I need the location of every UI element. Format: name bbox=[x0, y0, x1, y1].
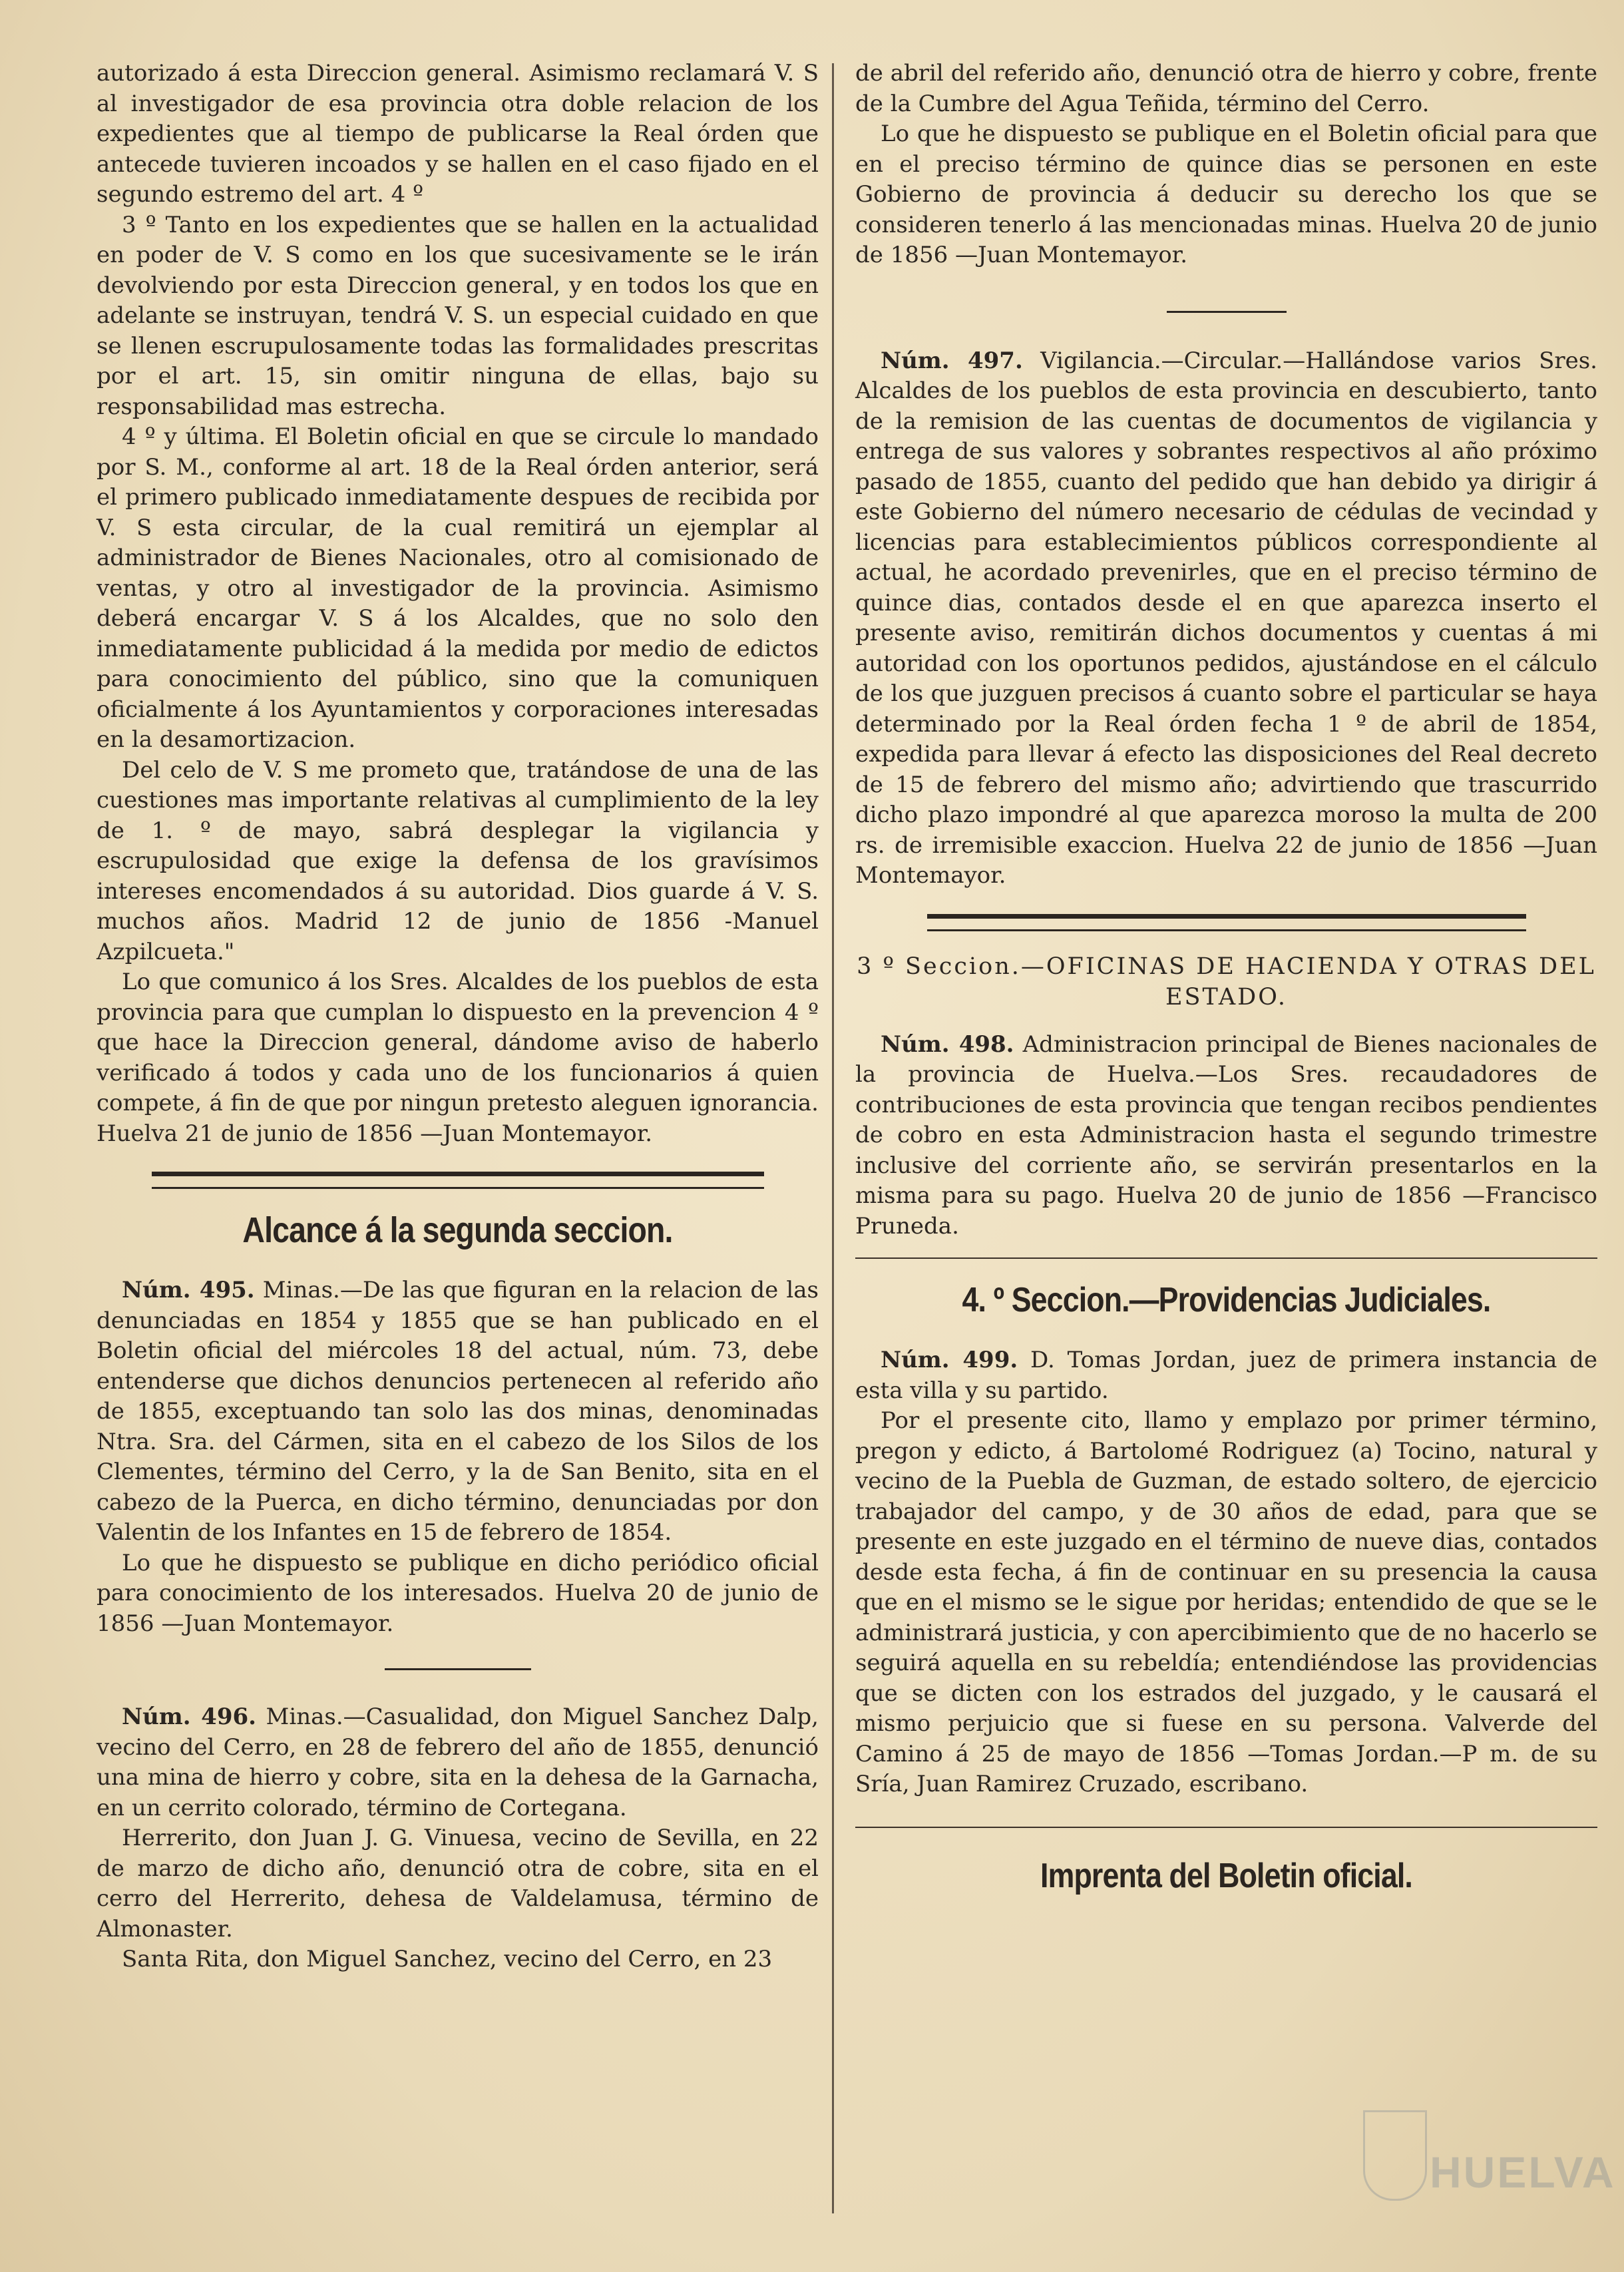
watermark-stamp bbox=[1363, 2110, 1616, 2217]
notice-499 bbox=[855, 1345, 1597, 1406]
notice-number: Núm. 499. bbox=[881, 1347, 1018, 1373]
notice-number: Núm. 495. bbox=[122, 1277, 255, 1303]
watermark-text: HUELVA bbox=[1430, 2148, 1616, 2197]
notice-text: D. Tomas Jordan, juez de primera instancia de esta villa y su partido. bbox=[855, 1347, 1597, 1404]
paragraph: 4 º y última. El Boletin oficial en que se circule lo mandado por S. M., conforme al art. 18 de la Real órden anterior, será el primero publicado inmediatamente despues de recibida por V. S esta circular, de la cual remitirá un ejemplar al administrador de Bienes Nacionales, otro al comisionado de ventas, y otro al investigador de la provincia. Asimismo deberá encargar V. S á los Alcaldes, que no solo den inmediatamente publicidad á la medida por medio de edictos para conocimiento del público, sino que la comuniquen oficialmente á los Ayuntamientos y corporaciones interesadas en la desamortizacion. bbox=[97, 423, 819, 753]
section-title: Alcance á la segunda seccion. bbox=[242, 1210, 673, 1250]
notice-text: Minas.—Casualidad, don Miguel Sanchez Dalp, vecino del Cerro, en 28 de febrero del año de 1855, denunció una mina de hierro y cobre, sita en la dehesa de la Garnacha, en un cerrito colorado, término de Cortegana. bbox=[97, 1704, 819, 1821]
column-divider bbox=[832, 63, 834, 2213]
notice-text: Administracion principal de Bienes nacionales de la provincia de Huelva.—Los Sres. recaudadores de contribuciones de esta provincia que tengan recibos pendientes de cobro en esta Administracion hasta el segundo trimestre inclusive del corriente año, se servirán presentarlos en la misma para su pago. Huelva 20 de junio de 1856 —Francisco Pruneda. bbox=[855, 1030, 1597, 1240]
imprint: Imprenta del Boletin oficial. bbox=[1040, 1856, 1412, 1895]
right-column bbox=[855, 59, 1597, 1921]
notice-number: Núm. 498. bbox=[881, 1030, 1014, 1058]
notice-497 bbox=[855, 346, 1597, 891]
notice-495 bbox=[97, 1275, 819, 1548]
paragraph: Lo que he dispuesto se publique en dicho periódico oficial para conocimiento de los interesados. Huelva 20 de junio de 1856 —Juan Montemayor. bbox=[97, 1549, 819, 1637]
section-heading: 3 º Seccion.—OFICINAS DE HACIENDA Y OTRAS DEL ESTADO. bbox=[857, 953, 1596, 1011]
notice-number: Núm. 497. bbox=[881, 347, 1023, 374]
paragraph: autorizado á esta Direccion general. Asimismo reclamará V. S al investigador de esa provincia otra doble relacion de los expedientes que al tiempo de publicarse la Real órden que antecede tuvieren incoados y se hallen en el caso fijado en el segundo estremo del art. 4 º bbox=[97, 60, 819, 208]
paragraph: Por el presente cito, llamo y emplazo por primer término, pregon y edicto, á Bartolomé Rodriguez (a) Tocino, natural y vecino de la Puebla de Guzman, de estado soltero, de ejercicio trabajador del campo, y de 30 años de edad, para que se presente en este juzgado en el término de nueve dias, contados desde esta fecha, á fin de continuar en su presencia la causa que en el mismo se le sigue por heridas; entendido de que se le administrará justicia, y con apercibimiento que de no hacerlo se seguirá aquella en su rebeldía; entendiéndose las providencias que se dicten con los estrados del juzgado, y le causará el mismo perjuicio que si fuese en su persona. Valverde del Camino á 25 de mayo de 1856 —Tomas Jordan.—P m. de su Sría, Juan Ramirez Cruzado, escribano. bbox=[855, 1407, 1597, 1797]
notice-text: Minas.—De las que figuran en la relacion de las denunciadas en 1854 y 1855 que se han publicado en el Boletin oficial del miércoles 18 del actual, núm. 73, debe entenderse que dichos denuncios pertenecen al referido año de 1855, exceptuando tan solo las dos minas, denominadas Ntra. Sra. del Cármen, sita en el cabezo de los Silos de los Clementes, término del Cerro, y la de San Benito, sita en el cabezo de la Puerca, en dicho término, denunciadas por don Valentin de los Infantes en 15 de febrero de 1854. bbox=[97, 1277, 819, 1546]
paragraph: Santa Rita, don Miguel Sanchez, vecino del Cerro, en 23 bbox=[122, 1946, 773, 1972]
separator bbox=[1167, 311, 1287, 313]
paragraph: 3 º Tanto en los expedientes que se hallen en la actualidad en poder de V. S como en los que sucesivamente se le irán devolviendo por esta Direccion general, y en todos los que en adelante se instruyan, tendrá V. S. un especial cuidado en que se llenen escrupulosamente todas las formalidades prescritas por el art. 15, sin omitir ninguna de ellas, bajo su responsabilidad mas estrecha. bbox=[97, 211, 819, 420]
double-rule bbox=[927, 914, 1526, 931]
paragraph: Lo que comunico á los Sres. Alcaldes de los pueblos de esta provincia para que cumplan lo dispuesto en la prevencion 4 º que hace la Direccion general, dándome aviso de haberlo verificado á todos y cada uno de los funcionarios á quien compete, á fin de que por ningun pretesto aleguen ignorancia. Huelva 21 de junio de 1856 —Juan Montemayor. bbox=[97, 969, 819, 1147]
paragraph: de abril del referido año, denunció otra de hierro y cobre, frente de la Cumbre del Agua Teñida, término del Cerro. bbox=[855, 60, 1597, 117]
double-rule bbox=[152, 1172, 764, 1189]
separator bbox=[855, 1827, 1597, 1828]
notice-text: Vigilancia.—Circular.—Hallándose varios Sres. Alcaldes de los pueblos de esta provincia en descubierto, tanto de la remision de las cuentas de documentos de vigilancia y entrega de sus valores y sobrantes respectivos al año próximo pasado de 1855, cuanto del pedido que han debido ya dirigir á este Gobierno del número necesario de cédulas de vecindad y licencias para establecimientos públicos correspondiente al actual, he acordado prevenirles, que en el preciso término de quince dias, contados desde el en que aparezca inserto el presente aviso, remitirán dichos documentos y cuentas á mi autoridad con los oportunos pedidos, ajustándose en el cálculo de los que juzguen precisos á cuanto sobre el particular se haya determinado por la Real órden fecha 1 º de abril de 1854, expedida para llevar á efecto las disposiciones del Real decreto de 15 de febrero del mismo año; advirtiendo que trascurrido dicho plazo impondré al que aparezca moroso la multa de 200 rs. de irremisible exaccion. Huelva 22 de junio de 1856 —Juan Montemayor. bbox=[855, 347, 1597, 889]
coat-of-arms-icon bbox=[1363, 2110, 1427, 2201]
paragraph: Del celo de V. S me prometo que, tratándose de una de las cuestiones mas importante relativas al cumplimiento de la ley de 1. º de mayo, sabrá desplegar la vigilancia y escrupulosidad que exige la defensa de los gravísimos intereses encomendados á su autoridad. Dios guarde á V. S. muchos años. Madrid 12 de junio de 1856 -Manuel Azpilcueta." bbox=[97, 756, 819, 965]
notice-number: Núm. 496. bbox=[122, 1704, 256, 1730]
section-title: 4. º Seccion.—Providencias Judiciales. bbox=[962, 1281, 1491, 1319]
paragraph: Lo que he dispuesto se publique en el Boletin oficial para que en el preciso término de quince dias se personen en este Gobierno de provincia á deducir su derecho los que se consideren tenerlo á las mencionadas minas. Huelva 20 de junio de 1856 —Juan Montemayor. bbox=[855, 120, 1597, 268]
notice-496 bbox=[97, 1702, 819, 1823]
left-column bbox=[97, 59, 819, 1975]
separator bbox=[855, 1257, 1597, 1259]
paragraph: Herrerito, don Juan J. G. Vinuesa, vecino de Sevilla, en 22 de marzo de dicho año, denunció otra de cobre, sita en el cerro del Herrerito, dehesa de Valdelamusa, término de Almonaster. bbox=[97, 1825, 819, 1942]
notice-498 bbox=[855, 1030, 1597, 1242]
separator bbox=[385, 1668, 531, 1670]
